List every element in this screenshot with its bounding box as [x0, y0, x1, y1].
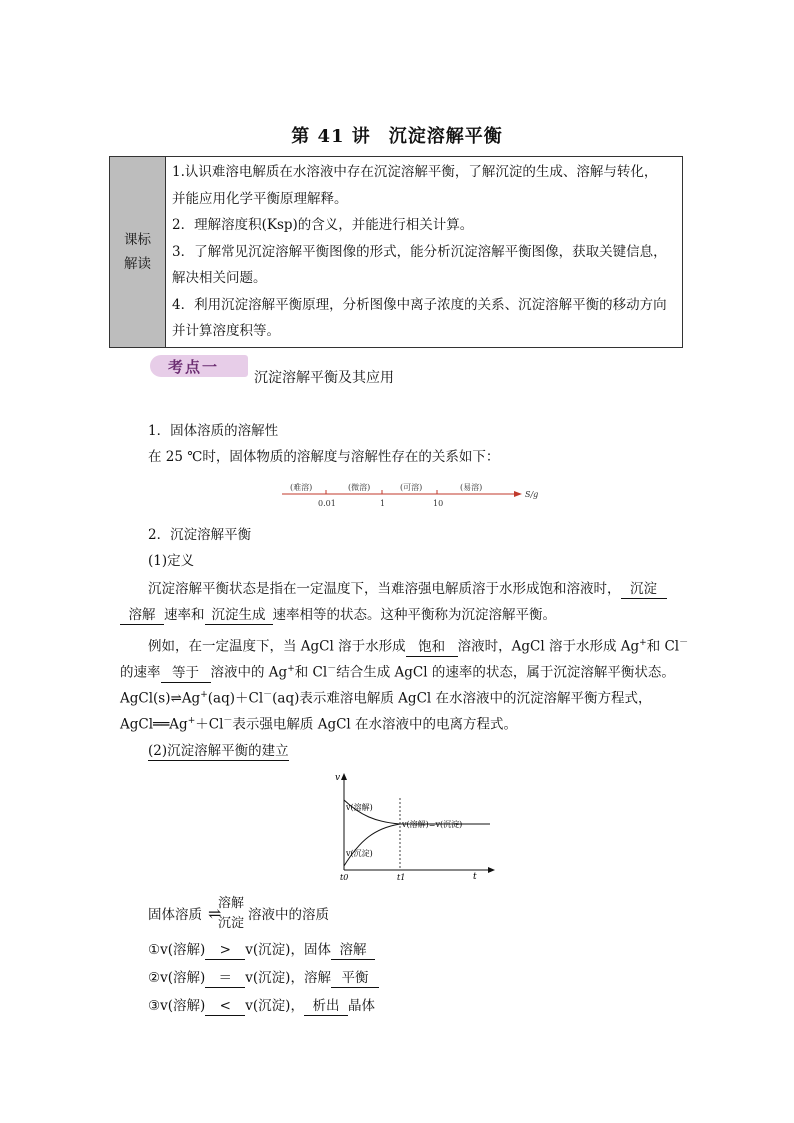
- answer-blank: 溶解: [120, 606, 164, 625]
- case-text: v(溶解): [160, 970, 206, 986]
- curve-label-precipitation: v(沉淀): [346, 849, 373, 858]
- equation-text: AgCl(s): [120, 690, 171, 707]
- answer-blank: 溶解: [331, 941, 375, 960]
- equation-text: (aq)＋Cl: [207, 690, 264, 707]
- objective-line: 并计算溶度积等。: [172, 323, 280, 339]
- case-line: [148, 939, 375, 961]
- lecture-topic: 沉淀溶解平衡: [388, 126, 503, 147]
- case-text: v(沉淀)，: [245, 998, 304, 1014]
- case-text: v(溶解): [160, 942, 206, 958]
- answer-blank: 等于: [161, 664, 211, 683]
- scale-category-label: (微溶): [348, 483, 371, 492]
- example-text: 和 Cl: [646, 638, 680, 655]
- rate-time-graph: [330, 770, 500, 882]
- answer-blank: >: [205, 941, 245, 960]
- equation-text: (aq)表示难溶电解质 AgCl 在水溶液中的沉淀溶解平衡方程式，: [272, 690, 652, 707]
- objectives-label: [110, 157, 166, 347]
- objective-line: 3．了解常见沉淀溶解平衡图像的形式，能分析沉淀溶解平衡图像，获取关键信息，: [172, 243, 667, 260]
- objective-line: 4．利用沉淀溶解平衡原理，分析图像中离子浓度的关系、沉淀溶解平衡的移动方向: [172, 296, 667, 313]
- example-text: 结合生成 AgCl 的速率的状态，属于沉淀溶解平衡状态。: [336, 664, 675, 681]
- objectives-label-line1: 课标: [124, 232, 151, 248]
- scale-category-label: (难溶): [290, 483, 313, 492]
- curve-label-dissolution: v(溶解): [346, 803, 373, 812]
- scale-tick-label: 10: [433, 499, 444, 508]
- case-text: v(沉淀)，固体: [245, 942, 331, 958]
- equilibrium-arrow: ⇌: [170, 690, 182, 707]
- process-reverse-label: 沉淀: [218, 916, 245, 931]
- case-text: v(溶解): [160, 998, 206, 1014]
- definition-line1: [148, 578, 667, 600]
- ionization-equation: AgCl══Ag+＋Cl－表示强电解质 AgCl 在水溶液中的电离方程式。: [120, 716, 518, 733]
- case-line: [148, 967, 379, 989]
- kaodian-title: 沉淀溶解平衡及其应用: [254, 370, 394, 386]
- answer-blank: 饱和: [406, 638, 458, 657]
- objective-line: 1.认识难溶电解质在水溶液中存在沉淀溶解平衡，了解沉淀的生成、溶解与转化，: [172, 164, 658, 180]
- example-text: 的速率: [120, 664, 161, 681]
- objectives-list: [166, 157, 682, 347]
- lecture-number: 第 41 讲: [291, 126, 371, 147]
- solubility-scale: [282, 482, 542, 512]
- equilibrium-equation: AgCl(s)⇌Ag+(aq)＋Cl－(aq)表示难溶电解质 AgCl 在水溶液中的沉淀溶解平衡方程式，: [120, 690, 652, 707]
- scale-tick-label: 0.01: [318, 499, 336, 508]
- case-number: ①: [148, 942, 161, 958]
- example-text: 溶液时，AgCl 溶于水形成 Ag: [457, 638, 640, 655]
- answer-blank: 沉淀: [621, 580, 667, 599]
- answer-blank: <: [205, 997, 245, 1016]
- equation-text: Ag: [181, 690, 201, 707]
- example-text: 溶液中的 Ag: [210, 664, 288, 681]
- establishment-subheading-text: (2)沉淀溶解平衡的建立: [148, 743, 289, 759]
- example-line1: 例如，在一定温度下，当 AgCl 溶于水形成 饱和 溶液时，AgCl 溶于水形成 Ag+和 Cl－: [148, 638, 689, 655]
- example-text: 例如，在一定温度下，当 AgCl 溶于水形成: [148, 638, 406, 655]
- reversible-arrow-icon: ⇌: [208, 904, 222, 923]
- section2-heading: 2．沉淀溶解平衡: [148, 527, 252, 543]
- graph-x-axis-label: t: [473, 872, 477, 882]
- section1-heading: 1．固体溶质的溶解性: [148, 423, 279, 439]
- answer-blank: 平衡: [331, 969, 379, 988]
- graph-t0-label: t0: [340, 873, 349, 882]
- scale-tick-label: 1: [380, 499, 386, 508]
- example-line2: 的速率 等于 溶液中的 Ag+和 Cl－结合生成 AgCl 的速率的状态，属于沉淀溶解平衡状态。: [120, 664, 675, 681]
- equation-text: ＋Cl: [195, 716, 224, 733]
- process-forward-label: 溶解: [218, 896, 245, 911]
- objective-line: 解决相关问题。: [172, 270, 267, 286]
- case-text: 晶体: [347, 998, 375, 1014]
- example-text: 和 Cl: [294, 664, 328, 681]
- case-text: v(沉淀)，溶解: [245, 970, 331, 986]
- answer-blank: 沉淀生成: [205, 606, 273, 625]
- kaodian-badge: [150, 355, 248, 377]
- objective-line: 2．理解溶度积(Ksp)的含义，并能进行相关计算。: [172, 217, 474, 233]
- definition-line2: [120, 604, 556, 626]
- equilibrium-label: v(溶解)=v(沉淀): [402, 820, 463, 829]
- objectives-label-line2: 解读: [124, 256, 151, 272]
- scale-category-label: (易溶): [460, 483, 483, 492]
- graph-t1-label: t1: [397, 873, 406, 882]
- scale-axis-label: S/g: [525, 490, 539, 499]
- objectives-box: [109, 156, 683, 348]
- establishment-subheading: [148, 740, 289, 762]
- equation-text: AgCl══Ag: [120, 716, 188, 733]
- process-start: 固体溶质: [148, 907, 202, 923]
- graph-y-axis-label: v: [335, 773, 341, 783]
- objective-line: 并能应用化学平衡原理解释。: [172, 190, 348, 207]
- case-line: [148, 995, 375, 1017]
- definition-text: 沉淀溶解平衡状态是指在一定温度下，当难溶强电解质溶于水形成饱和溶液时，: [148, 581, 621, 597]
- answer-blank: 析出: [304, 997, 348, 1016]
- scale-category-label: (可溶): [400, 483, 423, 492]
- answer-blank: ＝: [205, 969, 245, 988]
- kaodian-label: 考点一: [168, 358, 220, 376]
- case-number: ②: [148, 970, 161, 986]
- definition-subheading: (1)定义: [148, 553, 195, 569]
- process-end: 溶液中的溶质: [248, 907, 329, 923]
- case-number: ③: [148, 998, 161, 1014]
- equation-text: 表示强电解质 AgCl 在水溶液中的电离方程式。: [232, 716, 518, 733]
- definition-text: 速率相等的状态。这种平衡称为沉淀溶解平衡。: [272, 607, 556, 623]
- definition-text: 速率和: [164, 607, 205, 623]
- section1-intro: 在 25 ℃时，固体物质的溶解度与溶解性存在的关系如下：: [148, 449, 500, 465]
- page-title: [0, 122, 794, 148]
